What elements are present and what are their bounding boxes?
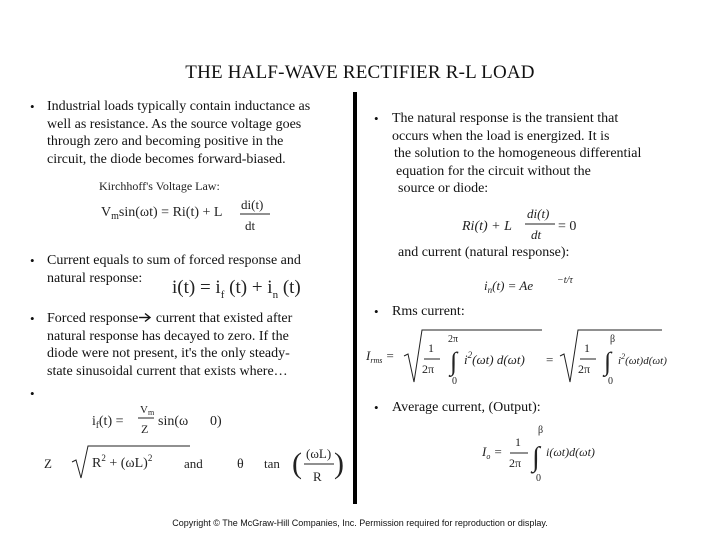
text-line: through zero and becoming positive in the xyxy=(47,134,284,149)
bullet-dot: • xyxy=(30,311,35,326)
eq-integral: ∫ xyxy=(532,442,540,473)
bullet-natural-response xyxy=(392,110,712,198)
eq-integral: ∫ xyxy=(450,347,458,376)
kvl-denominator: dt xyxy=(245,218,256,233)
eq-integral-2: ∫ xyxy=(604,347,612,376)
eq-equals-zero: = 0 xyxy=(558,219,577,234)
forced-current-equation xyxy=(90,400,230,440)
rms-equation xyxy=(364,326,667,390)
homogeneous-equation xyxy=(460,204,590,246)
text-line: occurs when the load is energized. It is xyxy=(392,128,610,144)
eq-z-radicand: $R^2 + (\omega L)^2$ xyxy=(92,453,153,471)
eq-ri: Ri(t) + L xyxy=(462,219,512,234)
eq-one-2: 1 xyxy=(584,341,590,355)
eq-one: 1 xyxy=(515,435,521,449)
eq-sin: sin(ω xyxy=(158,414,189,429)
bullet-dot: • xyxy=(374,304,379,319)
bullet-dot-empty: • xyxy=(30,386,35,401)
text-line: current that existed after xyxy=(152,311,293,326)
arrow-right-icon xyxy=(138,312,152,323)
eq-and: and xyxy=(184,456,203,471)
eq-integrand: i(ωt)d(ωt) xyxy=(546,445,595,459)
eq-integrand: $i^2(\omega t)$ d(ωt) xyxy=(464,350,525,367)
eq-one: 1 xyxy=(428,341,434,355)
text-line: circuit, the diode becomes forward-biased. xyxy=(47,151,286,167)
text-line: state sinusoidal current that exists where… xyxy=(47,363,288,379)
eq-io: $I_o$ = xyxy=(482,444,503,461)
eq-integrand-2: $i^2(\omega t)d(\omega t)$ xyxy=(618,352,667,367)
eq-upper-limit: 2π xyxy=(448,334,459,345)
eq-r: R xyxy=(313,469,322,484)
slide-title: THE HALF-WAVE RECTIFIER R-L LOAD xyxy=(185,62,535,83)
text-line: equation for the circuit without the xyxy=(396,163,591,179)
eq-irms: $I_{rms}$ = xyxy=(366,348,395,365)
natural-current-equation xyxy=(482,272,582,298)
eq-theta: θ xyxy=(237,457,244,472)
eq-equals: = xyxy=(546,352,554,367)
eq-two-pi: 2π xyxy=(422,362,435,376)
bullet-dot: • xyxy=(30,99,35,114)
copyright-footer: Copyright © The McGraw-Hill Companies, Inc. Permission required for reproduction or display. xyxy=(172,518,548,528)
bullet-dot: • xyxy=(374,400,379,415)
eq-lower-limit-2: 0 xyxy=(608,376,613,387)
text-line: source or diode: xyxy=(398,181,489,196)
avg-label: Average current, (Output): xyxy=(392,400,541,415)
eq-in: $i_n(t) = Ae$ xyxy=(484,278,534,295)
eq-open-paren: ( xyxy=(292,447,302,480)
kvl-label: Kirchhoff's Voltage Law: xyxy=(99,179,220,193)
text-line: diode were not present, it's the only steady- xyxy=(47,346,290,361)
kvl-equation xyxy=(95,178,275,240)
impedance-equation xyxy=(42,440,342,492)
eq-two-pi: 2π xyxy=(509,456,522,470)
text-line: natural response: xyxy=(47,270,143,286)
eq-vm: Vm xyxy=(140,404,155,417)
forced-current-equation-tail xyxy=(210,405,230,431)
eq-close-paren: 0) xyxy=(210,414,222,429)
eq-lower-limit: 0 xyxy=(452,376,457,387)
eq-dt: dt xyxy=(531,227,542,242)
eq-di: di(t) xyxy=(527,206,550,221)
kvl-lhs: $V_m\sin(\omega t) = Ri(t) + L$ xyxy=(101,205,223,222)
text-line: The natural response is the transient that xyxy=(392,111,619,126)
text-line: natural response has decayed to zero. If the xyxy=(47,328,289,344)
text-line: well as resistance. As the source voltage goes xyxy=(47,116,302,132)
eq-close-paren: ) xyxy=(334,447,344,480)
eq-if-lhs: $i_f(t)$ = xyxy=(92,414,124,430)
eq-z: Z xyxy=(141,422,149,436)
eq-lower-limit: 0 xyxy=(536,473,541,484)
eq-two-pi-2: 2π xyxy=(578,362,591,376)
eq-omega-l: (ωL) xyxy=(306,446,332,461)
bullet-industrial-loads xyxy=(47,98,352,168)
bullet-dot: • xyxy=(374,111,379,126)
kvl-numerator: di(t) xyxy=(241,197,264,212)
eq-upper-limit-beta: β xyxy=(610,334,616,345)
average-current-equation xyxy=(480,420,620,484)
eq-upper-limit-beta: β xyxy=(538,425,544,436)
current-sum-equation xyxy=(170,270,340,302)
eq-z-label: Z xyxy=(44,456,52,471)
bullet-dot: • xyxy=(30,253,35,268)
bullet-forced-response xyxy=(47,310,352,380)
eq-i-total: $i(t) = i_f$ $(t) + i_n$ (t) xyxy=(172,277,301,301)
text-line: Current equals to sum of forced response and xyxy=(47,253,301,268)
eq-tan: tan xyxy=(264,456,280,471)
text-line: Industrial loads typically contain inductance as xyxy=(47,99,311,114)
rms-label: Rms current: xyxy=(392,304,465,319)
natural-current-label: and current (natural response): xyxy=(398,245,570,260)
text-line: Forced response xyxy=(47,311,139,326)
text-line: the solution to the homogeneous differential xyxy=(394,146,642,161)
eq-exponent: −t/τ xyxy=(557,275,573,286)
column-divider xyxy=(353,92,357,504)
